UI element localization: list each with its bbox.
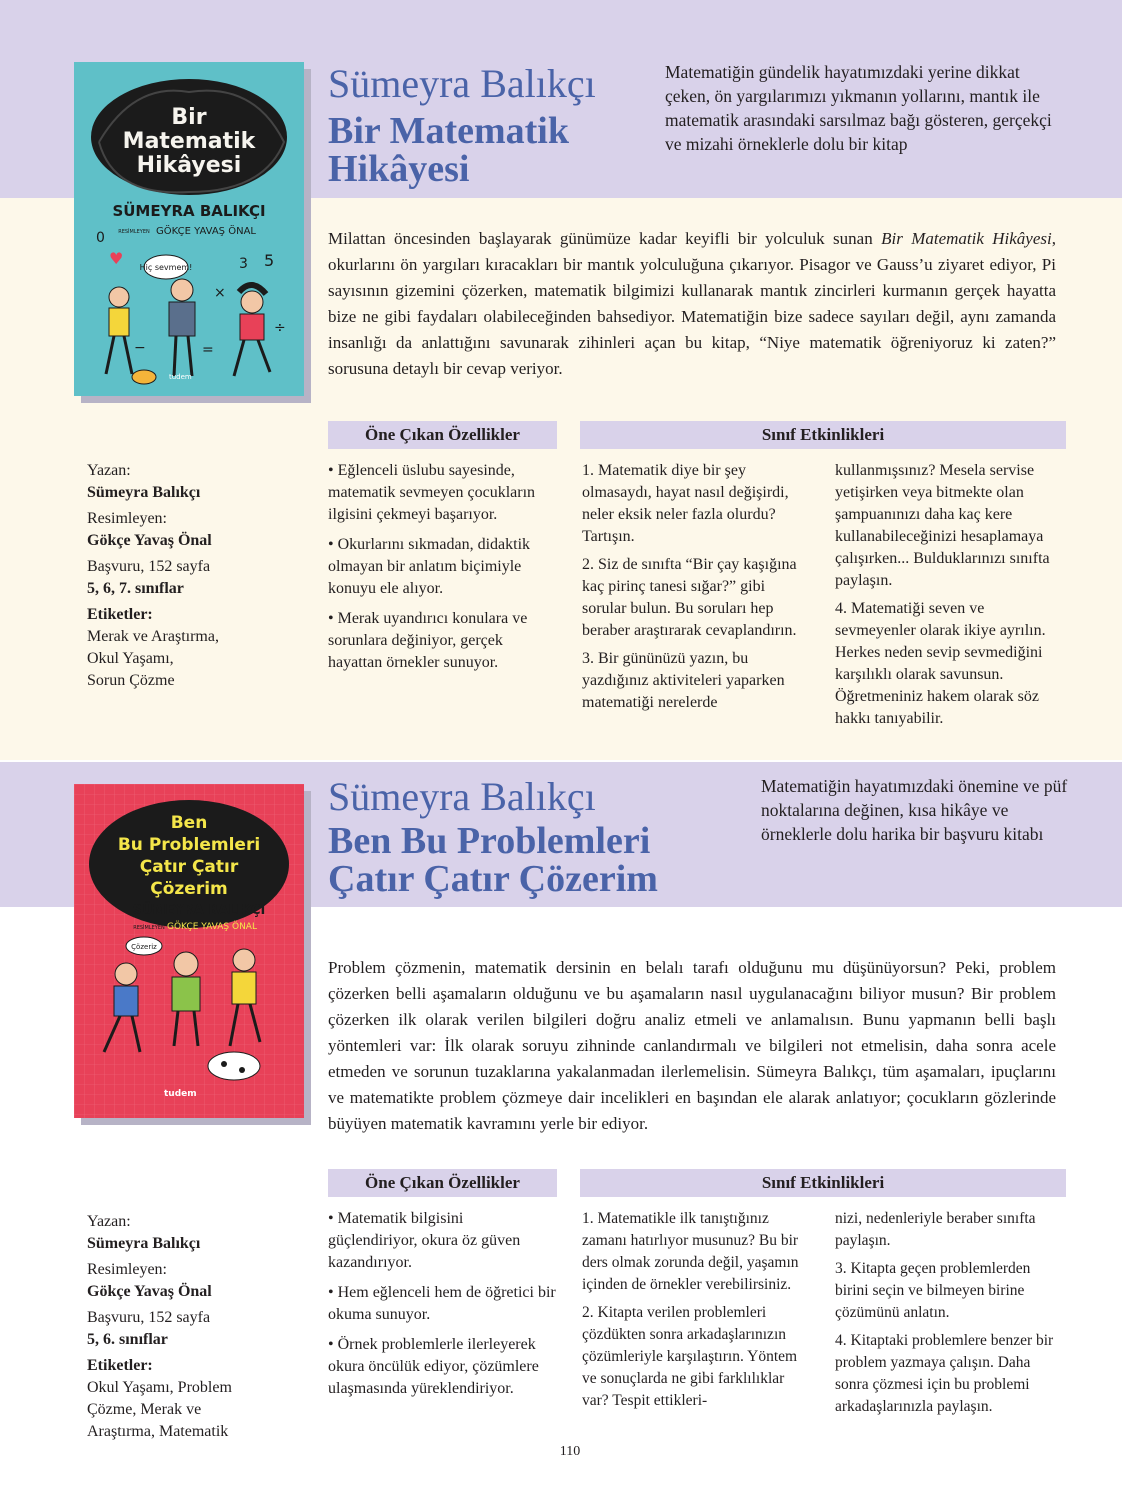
svg-text:♥: ♥ <box>109 249 124 268</box>
book2-tags-line2: Çözme, Merak ve <box>87 1401 202 1418</box>
book2-illustrator-label: Resimleyen: <box>87 1261 167 1278</box>
book2-cover-title-3: Çatır Çatır <box>139 857 239 877</box>
book1-activities-heading: Sınıf Etkinlikleri <box>580 421 1066 449</box>
book2-activity-item: 3. Kitapta geçen problemlerden birini seçin ve bilmeyen birine çözümünü anlatın. <box>835 1260 1031 1321</box>
book1-grades: 5, 6, 7. sınıflar <box>87 580 184 597</box>
book1-description-before: Milattan öncesinden başlayarak günümüze kadar keyifli bir yolculuk sunan <box>328 229 882 248</box>
book1-activity-item: kullanmışsınız? Mesela servise yetişirken veya bitmekte olan şampuanınızı daha kaç kere kullanabileceğinizi hesaplamaya çalışırken... Bulduklarınızı sınıfta paylaşın. <box>835 462 1050 589</box>
book1-activity-item: 2. Siz de sınıfta “Bir çay kaşığına kaç pirinç tanesi sığar?” gibi sorular bulun. Bu soruları hep beraber araştırarak cevaplandırın. <box>582 556 797 639</box>
book2-cover-illustrator: GÖKÇE YAVAŞ ÖNAL <box>167 922 257 932</box>
svg-text:−: − <box>134 340 146 356</box>
book2-title-line1: Ben Bu Problemleri <box>328 820 651 862</box>
book2-activities-heading: Sınıf Etkinlikleri <box>580 1169 1066 1197</box>
book1-features-list <box>328 460 556 682</box>
book2-pages: Başvuru, 152 sayfa <box>87 1309 211 1326</box>
svg-text:3: 3 <box>239 256 248 272</box>
book1-author-name: Sümeyra Balıkçı <box>87 484 201 501</box>
book1-title-line1: Bir Matematik <box>328 110 569 152</box>
book1-tagline: Matematiğin gündelik hayatımızdaki yerine dikkat çeken, ön yargılarımızı yıkmanın yollarını, mantık ile matematik arasındaki sarsılmaz bağı gösteren, gerçekçi ve mizahi örneklerle dolu bir kitap <box>665 62 1052 154</box>
book1-title <box>328 112 648 188</box>
book1-author-heading: Sümeyra Balıkçı <box>328 61 596 106</box>
book1-meta <box>87 460 307 692</box>
svg-text:÷: ÷ <box>274 320 286 336</box>
book2-author-label: Yazan: <box>87 1213 131 1230</box>
book2-cover-speech: Çözeriz <box>131 943 157 951</box>
book2-description <box>328 955 1056 1137</box>
svg-text:×: × <box>214 285 226 301</box>
book1-tags-label: Etiketler: <box>87 606 153 623</box>
book2-grades: 5, 6. sınıflar <box>87 1331 168 1348</box>
book2-cover-illustrator-prefix: RESİMLEYEN <box>133 925 165 931</box>
book2-cover-publisher: tudem <box>164 1089 197 1099</box>
book2-cover-title-2: Bu Problemleri <box>117 835 261 855</box>
book1-activity-item: 4. Matematiği seven ve sevmeyenler olarak ikiye ayrılın. Herkes neden sevip sevmediğini karşılıklı olarak savunsun. Öğretmeniniz hakem olarak söz hakkı tanıyabilir. <box>835 600 1046 727</box>
book1-author-label: Yazan: <box>87 462 131 479</box>
book2-title <box>328 822 728 898</box>
book2-cover-image <box>74 784 304 1118</box>
book1-tags-line1: Merak ve Araştırma, <box>87 628 219 645</box>
book2-activities-col1 <box>582 1208 810 1418</box>
book1-cover-illustrator-prefix: RESİMLEYEN <box>118 229 150 235</box>
book2-feature-item: • Hem eğlenceli hem de öğretici bir okuma sunuyor. <box>328 1284 556 1323</box>
svg-text:5: 5 <box>264 251 275 270</box>
book2-meta <box>87 1211 307 1443</box>
book2-activity-item: 1. Matematikle ilk tanıştığınız zamanı hatırlıyor musunuz? Bu bir ders olmak zorunda değil, yaşamın içinden de örnekler verebilirsiniz. <box>582 1210 799 1293</box>
book2-feature-item: • Örnek problemlerle ilerleyerek okura öncülük ediyor, çözümlere ulaşmasında yüreklendiriyor. <box>328 1336 539 1397</box>
book2-title-line2: Çatır Çatır Çözerim <box>328 858 658 900</box>
book1-cover-author: SÜMEYRA BALIKÇI <box>112 202 266 220</box>
book2-feature-item: • Matematik bilgisini güçlendiriyor, okura öz güven kazandırıyor. <box>328 1210 521 1271</box>
book1-tags-line2: Okul Yaşamı, <box>87 650 174 667</box>
svg-text:0: 0 <box>96 230 105 246</box>
book1-feature-item: • Eğlenceli üslubu sayesinde, matematik sevmeyen çocukların ilgisini çekmeyi başarıyor. <box>328 462 536 523</box>
book1-description <box>328 226 1056 382</box>
book1-activity-item: 1. Matematik diye bir şey olmasaydı, hayat nasıl değişirdi, neler eksik neler fazla olurdu? Tartışın. <box>582 462 789 545</box>
book1-cover-publisher: tudem <box>169 373 192 381</box>
book1-cover-illustrator: GÖKÇE YAVAŞ ÖNAL <box>156 226 256 237</box>
book2-tags-line1: Okul Yaşamı, Problem <box>87 1379 232 1396</box>
book1-description-after: , okurlarını ön yargıları kıracakları bir mantık yolculuğuna çıkarıyor. Pisagor ve Gauss’u ziyaret ediyor, Pi sayısının gizemini çözerken, matematik bilgimizi kullanarak mantık zincirleri kurmanın gerçek hayatta bize ne gibi faydaları olabileceğinden bahsediyor. Matematiğin bize sadece sayıları değil, aynı zamanda insanlığı da anlattığını savunarak zihinleri açan bu kitap, “Niye matematik öğreniyoruz ki zaten?” sorusuna detaylı bir cevap veriyor. <box>328 229 1056 378</box>
book1-description-title: Bir Matematik Hikâyesi <box>881 229 1052 248</box>
book1-tags-line3: Sorun Çözme <box>87 672 175 689</box>
page-number: 110 <box>559 1444 581 1459</box>
book1-cover-image <box>74 62 304 396</box>
book1-cover-title-3: Hikâyesi <box>136 153 242 178</box>
book1-activities-col2 <box>835 460 1067 736</box>
book1-title-line2: Hikâyesi <box>328 148 470 190</box>
book2-author-heading: Sümeyra Balıkçı <box>328 774 596 819</box>
book1-activities-col1 <box>582 460 808 720</box>
book1-cover-speech: Hiç sevmem! <box>139 263 193 272</box>
book1-cover-title-1: Bir <box>171 105 207 130</box>
book2-activities-col2 <box>835 1208 1063 1424</box>
book2-activity-item: nizi, nedenleriyle beraber sınıfta paylaşın. <box>835 1210 1036 1249</box>
book1-features-heading: Öne Çıkan Özellikler <box>328 421 557 449</box>
book2-activity-item: 2. Kitapta verilen problemleri çözdükten sonra arkadaşlarınızın çözümleriyle karşılaştırın. Yöntem ve sonuçlarda ne gibi farklılıklar var? Tespit ettikleri- <box>582 1304 798 1409</box>
book1-feature-item: • Merak uyandırıcı konulara ve sorunlara değiniyor, gerçek hayattan örnekler sunuyor. <box>328 610 528 671</box>
book1-activity-item: 3. Bir gününüzü yazın, bu yazdığınız aktiviteleri yaparken matematiği nerelerde <box>582 650 785 711</box>
book2-description-text: Problem çözmenin, matematik dersinin en belalı tarafı olduğunu mu düşünüyorsun? Peki, problem çözerken belli aşamaların olduğunu ve bu aşamaların nasıl uygulanacağını biliyor musun? Bir problem çözerken ilk olarak verilen bilgileri doğru analiz etmeli ve anlamalısın. Bunu yapmanın belli başlı yöntemleri var: İlk olarak soruyu zihninde canlandırmalı ve bilgileri not etmelisin, daha sonra acele etmeden ve sorunun tuzaklarına yakalanmadan ilerlemelisin. Sümeyra Balıkçı, tüm aşamaları, ipuçlarını ve matematikte problem çözmeye dair incelikleri en başından ele alarak anlatıyor; çocukların gözlerinde büyüyen matematik kavramını yerle bir ediyor. <box>328 958 1056 1133</box>
book2-cover-author: SÜMEYRA BALIKÇI <box>132 903 266 918</box>
book2-tags-line3: Araştırma, Matematik <box>87 1423 229 1440</box>
book2-illustrator-name: Gökçe Yavaş Önal <box>87 1283 212 1300</box>
book1-illustrator-name: Gökçe Yavaş Önal <box>87 532 212 549</box>
book1-illustrator-label: Resimleyen: <box>87 510 167 527</box>
book1-cover-title-2: Matematik <box>122 129 256 154</box>
book2-tags-label: Etiketler: <box>87 1357 153 1374</box>
book2-author-name: Sümeyra Balıkçı <box>87 1235 201 1252</box>
svg-text:=: = <box>202 342 214 358</box>
book2-features-heading: Öne Çıkan Özellikler <box>328 1169 557 1197</box>
book1-feature-item: • Okurlarını sıkmadan, didaktik olmayan bir anlatım biçimiyle konuyu ele alıyor. <box>328 536 531 597</box>
book2-features-list <box>328 1208 556 1408</box>
book2-tagline: Matematiğin hayatımızdaki önemine ve püf noktalarına değinen, kısa hikâye ve örneklerle dolu harika bir başvuru kitabı <box>761 776 1068 844</box>
book1-pages: Başvuru, 152 sayfa <box>87 558 211 575</box>
book2-activity-item: 4. Kitaptaki problemlere benzer bir problem yazmaya çalışın. Daha sonra çözmesi için bu problemi arkadaşlarınızla paylaşın. <box>835 1332 1054 1415</box>
book2-cover-title-4: Çözerim <box>150 879 228 899</box>
book2-cover-title-1: Ben <box>170 813 208 833</box>
